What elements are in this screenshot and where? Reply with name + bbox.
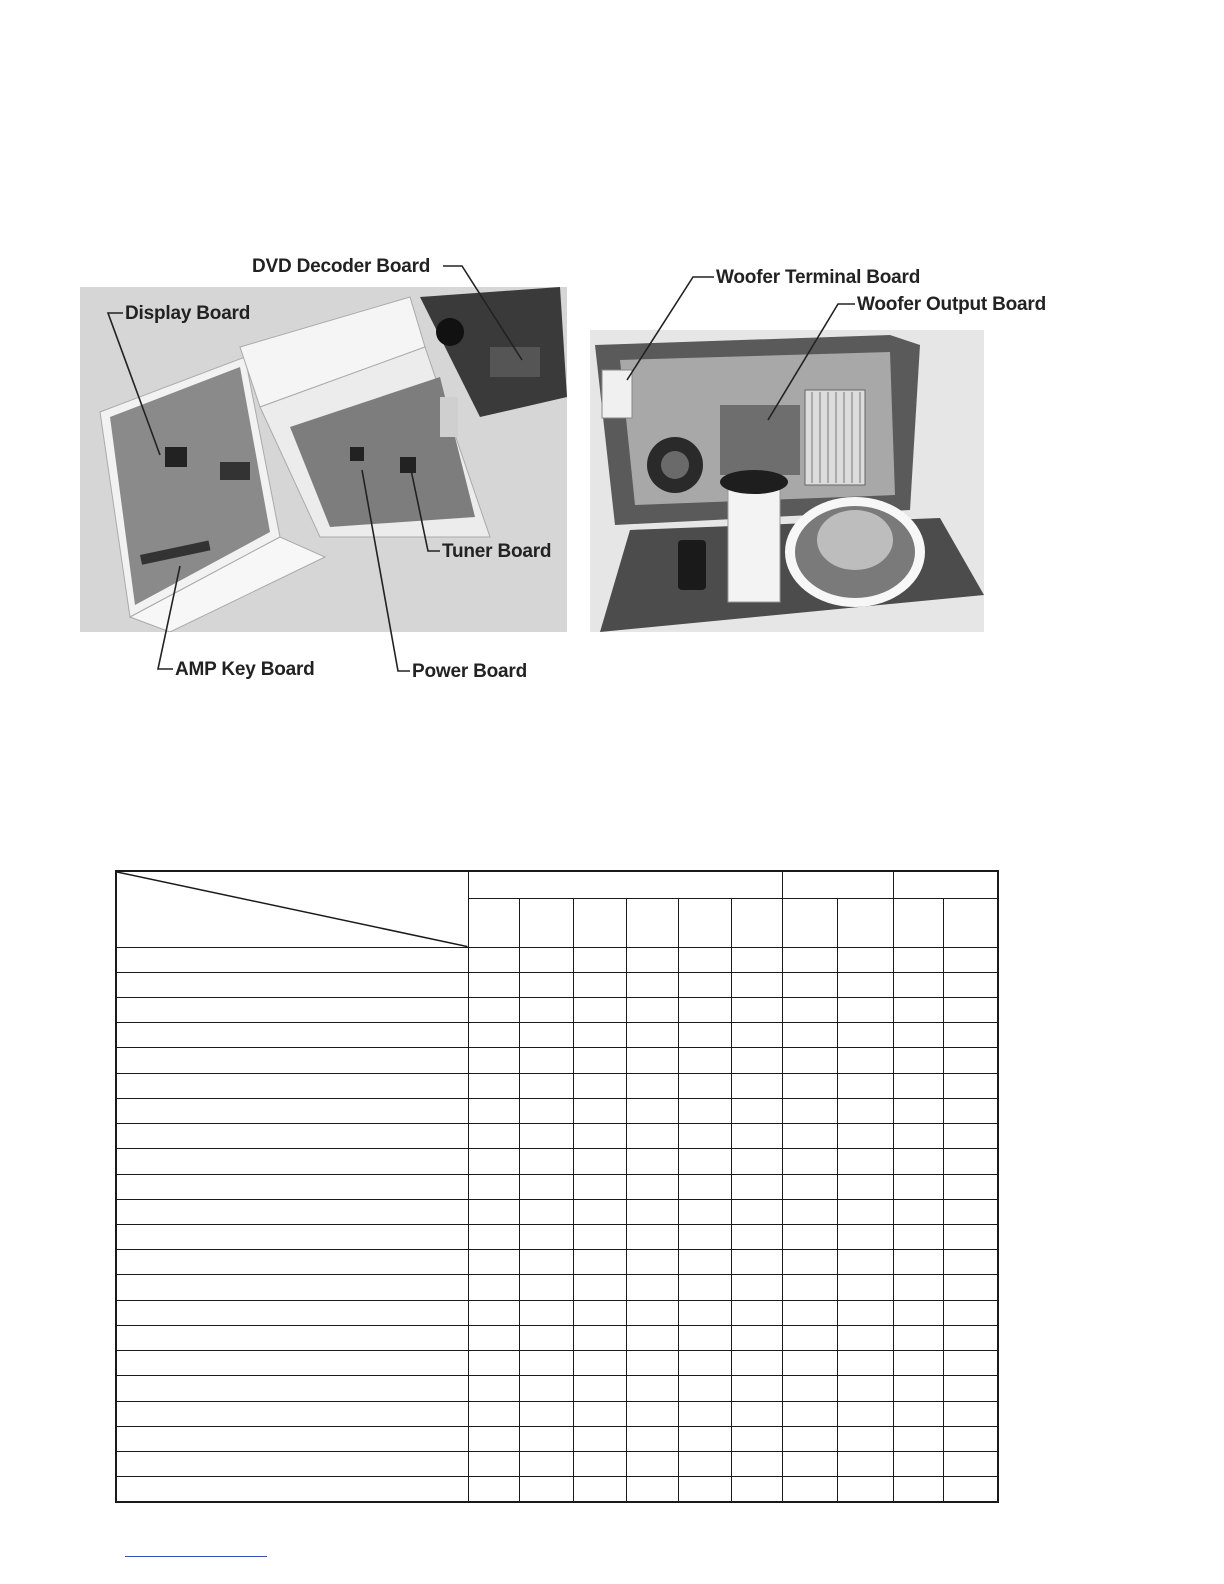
table-cell (782, 947, 837, 972)
table-cell (573, 1250, 626, 1275)
table-corner-cell (116, 871, 468, 947)
table-cell (678, 1174, 731, 1199)
table-cell (519, 1275, 573, 1300)
table-cell (626, 1351, 678, 1376)
table-sub-header (837, 898, 893, 947)
table-sub-header (678, 898, 731, 947)
table-cell (519, 1225, 573, 1250)
table-cell (626, 1325, 678, 1350)
table-cell (626, 1401, 678, 1426)
table-row (116, 972, 998, 997)
table-cell (468, 1149, 519, 1174)
table-cell (678, 1477, 731, 1502)
table-cell (943, 1124, 998, 1149)
table-row-label-cell (116, 1225, 468, 1250)
table-group-header (782, 871, 893, 898)
table-cell (573, 1300, 626, 1325)
table-cell (943, 1199, 998, 1224)
table-cell (573, 1401, 626, 1426)
table-row-label-cell (116, 998, 468, 1023)
table-cell (943, 1426, 998, 1451)
label-display-board: Display Board (125, 303, 251, 324)
table-cell (626, 1477, 678, 1502)
table-row-label-cell (116, 1351, 468, 1376)
table-cell (678, 1275, 731, 1300)
table-cell (731, 1451, 782, 1476)
table-cell (626, 1048, 678, 1073)
table-cell (782, 1275, 837, 1300)
table-cell (519, 1325, 573, 1350)
table-cell (468, 1098, 519, 1123)
table-row-label-cell (116, 1174, 468, 1199)
table-row-label-cell (116, 1325, 468, 1350)
table-cell (943, 1073, 998, 1098)
table-cell (943, 1451, 998, 1476)
table-cell (678, 1098, 731, 1123)
table-cell (519, 1250, 573, 1275)
table-cell (782, 1098, 837, 1123)
table-row-label-cell (116, 1451, 468, 1476)
table-cell (519, 1023, 573, 1048)
table-cell (893, 1023, 943, 1048)
table-cell (731, 998, 782, 1023)
table-cell (837, 972, 893, 997)
table-cell (731, 1275, 782, 1300)
table-cell (626, 1023, 678, 1048)
table-cell (468, 1351, 519, 1376)
table-row (116, 1477, 998, 1502)
table-cell (731, 1351, 782, 1376)
label-dvd-decoder-board: DVD Decoder Board (252, 256, 431, 277)
table-row-label-cell (116, 1149, 468, 1174)
table-cell (626, 1174, 678, 1199)
table-cell (731, 1098, 782, 1123)
table-cell (893, 1426, 943, 1451)
table-cell (519, 1124, 573, 1149)
table-cell (943, 998, 998, 1023)
table-cell (519, 1376, 573, 1401)
table-cell (626, 947, 678, 972)
table-cell (837, 1451, 893, 1476)
table-cell (678, 1250, 731, 1275)
table-cell (893, 947, 943, 972)
table-row-label-cell (116, 1073, 468, 1098)
table-cell (468, 1451, 519, 1476)
table-cell (626, 1199, 678, 1224)
table-cell (893, 1351, 943, 1376)
table-cell (468, 1275, 519, 1300)
table-cell (626, 1451, 678, 1476)
table-cell (573, 1149, 626, 1174)
table-cell (731, 1023, 782, 1048)
table-cell (893, 1098, 943, 1123)
table-cell (573, 1174, 626, 1199)
table-cell (837, 1098, 893, 1123)
table-row-label-cell (116, 1199, 468, 1224)
table-cell (943, 947, 998, 972)
table-cell (893, 1225, 943, 1250)
table-cell (573, 1023, 626, 1048)
table-row-label-cell (116, 947, 468, 972)
table-cell (573, 1048, 626, 1073)
label-tuner-board: Tuner Board (442, 541, 552, 562)
table-cell (468, 1426, 519, 1451)
table-cell (731, 1048, 782, 1073)
table-cell (573, 1199, 626, 1224)
table-row (116, 1073, 998, 1098)
table-cell (893, 1073, 943, 1098)
table-cell (573, 1124, 626, 1149)
table-cell (678, 972, 731, 997)
table-sub-header (893, 898, 943, 947)
table-cell (678, 1124, 731, 1149)
label-woofer-output-board: Woofer Output Board (857, 294, 1046, 315)
table-cell (678, 1451, 731, 1476)
table-cell (573, 998, 626, 1023)
table-cell (468, 1199, 519, 1224)
table-cell (943, 1376, 998, 1401)
table-cell (626, 1073, 678, 1098)
table-cell (678, 1325, 731, 1350)
table-cell (468, 1401, 519, 1426)
table-row-label-cell (116, 1048, 468, 1073)
table-sub-header (782, 898, 837, 947)
table-row-label-cell (116, 1124, 468, 1149)
table-cell (731, 1174, 782, 1199)
table-cell (573, 1073, 626, 1098)
table-row (116, 1199, 998, 1224)
table-cell (678, 1426, 731, 1451)
label-woofer-terminal-board: Woofer Terminal Board (716, 267, 921, 288)
table-cell (519, 1174, 573, 1199)
table-cell (837, 1225, 893, 1250)
table-cell (893, 998, 943, 1023)
table-cell (626, 1250, 678, 1275)
table-cell (837, 1048, 893, 1073)
table-cell (943, 1225, 998, 1250)
table-cell (893, 1174, 943, 1199)
table-cell (468, 1325, 519, 1350)
table-sub-header (468, 898, 519, 947)
table-group-header (893, 871, 998, 898)
table-cell (782, 1451, 837, 1476)
table-cell (837, 1325, 893, 1350)
table-row (116, 1451, 998, 1476)
table-cell (626, 1124, 678, 1149)
table-cell (782, 1401, 837, 1426)
table-cell (519, 998, 573, 1023)
table-cell (573, 1325, 626, 1350)
table-cell (893, 972, 943, 997)
table-cell (626, 1275, 678, 1300)
table-cell (573, 1225, 626, 1250)
table-cell (837, 1174, 893, 1199)
table-cell (678, 1023, 731, 1048)
table-cell (678, 947, 731, 972)
table-row-label-cell (116, 1275, 468, 1300)
table-cell (468, 1174, 519, 1199)
table-cell (573, 1275, 626, 1300)
table-cell (893, 1124, 943, 1149)
table-cell (943, 1250, 998, 1275)
table-cell (893, 1401, 943, 1426)
table-cell (678, 1376, 731, 1401)
table-cell (626, 1376, 678, 1401)
table-sub-header (573, 898, 626, 947)
table-cell (943, 1325, 998, 1350)
table-cell (626, 1300, 678, 1325)
table-row-label-cell (116, 1023, 468, 1048)
table-cell (837, 1401, 893, 1426)
table-cell (893, 1048, 943, 1073)
table-cell (519, 1098, 573, 1123)
table-cell (678, 1073, 731, 1098)
table-cell (782, 1073, 837, 1098)
table-cell (519, 1351, 573, 1376)
label-power-board: Power Board (412, 661, 527, 682)
table-row (116, 1300, 998, 1325)
table-cell (782, 1250, 837, 1275)
table-cell (731, 1225, 782, 1250)
table-cell (573, 1351, 626, 1376)
table-cell (468, 1477, 519, 1502)
table-cell (519, 972, 573, 997)
table-cell (782, 972, 837, 997)
table-row (116, 947, 998, 972)
table-cell (468, 1300, 519, 1325)
table-cell (626, 998, 678, 1023)
table-cell (943, 1048, 998, 1073)
table-row (116, 1275, 998, 1300)
table-cell (782, 1174, 837, 1199)
table-cell (837, 1300, 893, 1325)
table-row-label-cell (116, 1376, 468, 1401)
table-cell (837, 1250, 893, 1275)
table-cell (573, 1477, 626, 1502)
table-cell (573, 1376, 626, 1401)
table-cell (678, 1300, 731, 1325)
footer-link-underline[interactable] (125, 1556, 267, 1557)
table-row (116, 1225, 998, 1250)
table-cell (782, 1048, 837, 1073)
table-cell (893, 1275, 943, 1300)
table-cell (468, 1073, 519, 1098)
table-row-label-cell (116, 1477, 468, 1502)
table-cell (468, 1225, 519, 1250)
table-cell (519, 1073, 573, 1098)
table-cell (731, 1124, 782, 1149)
table-cell (573, 1451, 626, 1476)
table-cell (573, 947, 626, 972)
table-cell (893, 1149, 943, 1174)
table-sub-header (519, 898, 573, 947)
label-amp-key-board: AMP Key Board (175, 659, 315, 680)
table-cell (626, 1149, 678, 1174)
table-cell (782, 1325, 837, 1350)
table-cell (731, 1149, 782, 1174)
table-cell (678, 1225, 731, 1250)
table-sub-header (731, 898, 782, 947)
table-cell (468, 998, 519, 1023)
table-cell (837, 1199, 893, 1224)
parts-matrix-table (115, 870, 999, 1503)
table-cell (731, 1401, 782, 1426)
table-cell (731, 1325, 782, 1350)
table-cell (837, 1351, 893, 1376)
table-cell (893, 1477, 943, 1502)
table-cell (837, 998, 893, 1023)
table-cell (678, 1401, 731, 1426)
table-cell (893, 1199, 943, 1224)
table-cell (731, 1250, 782, 1275)
table-cell (678, 1149, 731, 1174)
table-cell (782, 1351, 837, 1376)
table-cell (626, 1426, 678, 1451)
table-cell (893, 1250, 943, 1275)
table-cell (468, 1048, 519, 1073)
table-row (116, 1149, 998, 1174)
table-cell (943, 972, 998, 997)
table-sub-header (943, 898, 998, 947)
table-cell (678, 1199, 731, 1224)
table-row-label-cell (116, 1426, 468, 1451)
table-cell (468, 1250, 519, 1275)
table-cell (468, 947, 519, 972)
table-cell (731, 947, 782, 972)
table-row (116, 1325, 998, 1350)
table-cell (468, 1376, 519, 1401)
table-cell (678, 1048, 731, 1073)
table-sub-header (626, 898, 678, 947)
table-row (116, 1376, 998, 1401)
table-cell (519, 1149, 573, 1174)
table-row-label-cell (116, 1098, 468, 1123)
table-cell (519, 1199, 573, 1224)
table-cell (626, 1225, 678, 1250)
table-cell (731, 1426, 782, 1451)
table-cell (731, 972, 782, 997)
table-cell (837, 1023, 893, 1048)
table-cell (731, 1376, 782, 1401)
table-cell (782, 1225, 837, 1250)
table-cell (837, 1477, 893, 1502)
table-cell (782, 1023, 837, 1048)
table-cell (943, 1098, 998, 1123)
table-cell (943, 1174, 998, 1199)
table-cell (519, 1401, 573, 1426)
table-cell (468, 1023, 519, 1048)
table-cell (519, 1048, 573, 1073)
table-cell (837, 1149, 893, 1174)
table-row (116, 1174, 998, 1199)
table-cell (519, 1451, 573, 1476)
table-cell (943, 1351, 998, 1376)
table-cell (943, 1275, 998, 1300)
table-cell (626, 1098, 678, 1123)
table-cell (837, 1124, 893, 1149)
table-cell (943, 1023, 998, 1048)
table-row (116, 1023, 998, 1048)
table-cell (519, 1300, 573, 1325)
table-cell (782, 1300, 837, 1325)
table-row (116, 998, 998, 1023)
table-cell (731, 1073, 782, 1098)
table-cell (837, 947, 893, 972)
table-cell (782, 1376, 837, 1401)
table-cell (837, 1376, 893, 1401)
table-cell (519, 1477, 573, 1502)
table-cell (782, 1426, 837, 1451)
table-cell (893, 1325, 943, 1350)
table-cell (893, 1300, 943, 1325)
table-cell (943, 1149, 998, 1174)
table-row-label-cell (116, 1300, 468, 1325)
table-cell (731, 1199, 782, 1224)
table-cell (468, 972, 519, 997)
table-cell (943, 1401, 998, 1426)
table-cell (837, 1275, 893, 1300)
table-cell (782, 1199, 837, 1224)
table-cell (782, 1477, 837, 1502)
table-cell (893, 1376, 943, 1401)
table-cell (731, 1477, 782, 1502)
table-cell (678, 1351, 731, 1376)
table-cell (782, 1149, 837, 1174)
table-row (116, 1048, 998, 1073)
table-cell (519, 1426, 573, 1451)
table-row (116, 1401, 998, 1426)
table-row-label-cell (116, 972, 468, 997)
table-cell (837, 1073, 893, 1098)
table-row-label-cell (116, 1250, 468, 1275)
table-cell (731, 1300, 782, 1325)
table-cell (837, 1426, 893, 1451)
table-cell (573, 972, 626, 997)
table-row (116, 1351, 998, 1376)
table-cell (573, 1098, 626, 1123)
table-row (116, 1098, 998, 1123)
table-cell (626, 972, 678, 997)
table-cell (943, 1300, 998, 1325)
table-cell (782, 1124, 837, 1149)
table-group-header (468, 871, 782, 898)
table-cell (573, 1426, 626, 1451)
table-cell (468, 1124, 519, 1149)
table-row (116, 1426, 998, 1451)
table-cell (519, 947, 573, 972)
table-cell (943, 1477, 998, 1502)
table-row (116, 1250, 998, 1275)
table-row (116, 1124, 998, 1149)
table-cell (893, 1451, 943, 1476)
table-row-label-cell (116, 1401, 468, 1426)
table-cell (678, 998, 731, 1023)
table-cell (782, 998, 837, 1023)
